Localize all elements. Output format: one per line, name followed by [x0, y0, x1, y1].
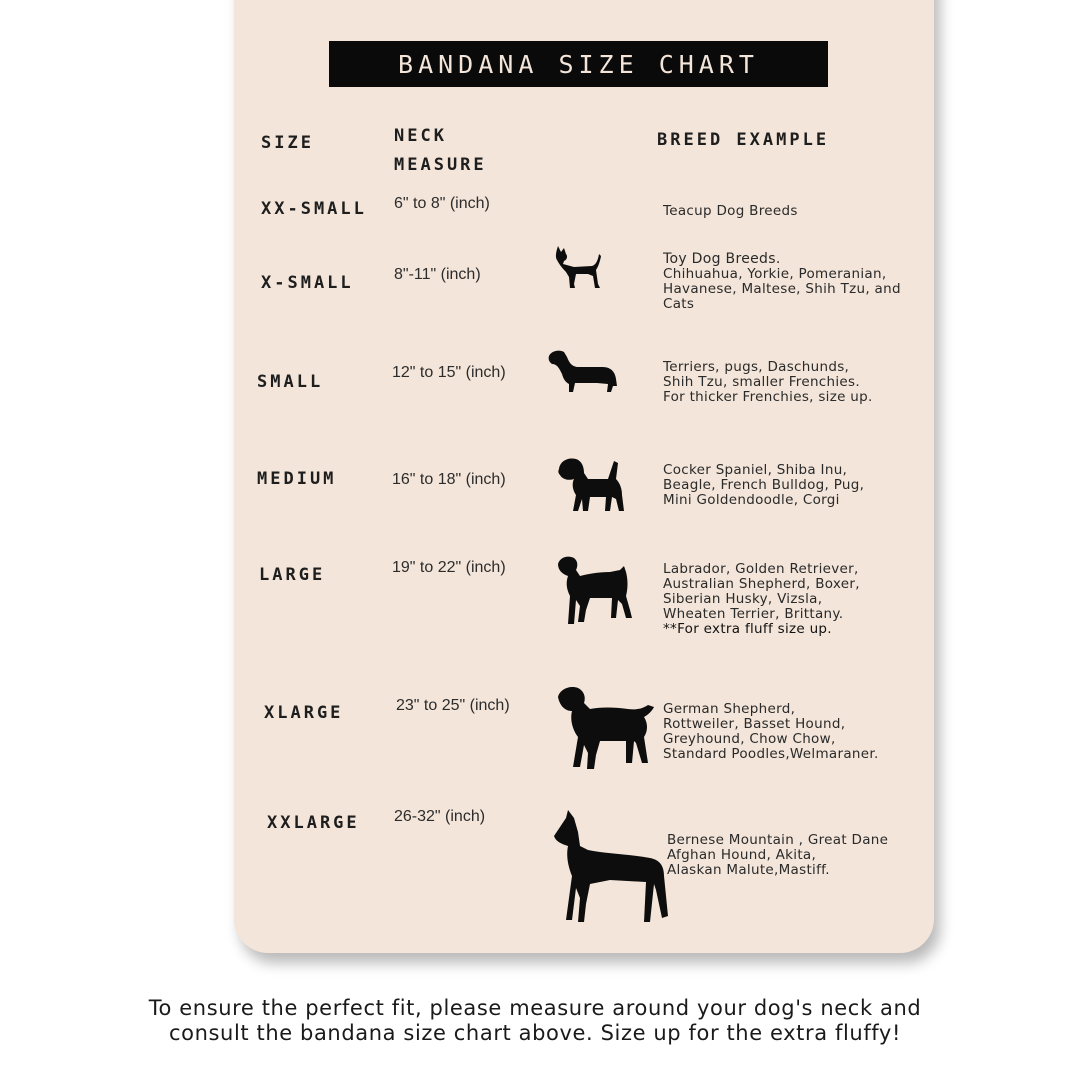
breed-line: Beagle, French Bulldog, Pug,: [663, 477, 865, 493]
breed-line: Toy Dog Breeds.: [663, 251, 781, 267]
breed-line: Rottweiler, Basset Hound,: [663, 716, 846, 732]
breed-line: Afghan Hound, Akita,: [667, 847, 817, 863]
size-label: X-SMALL: [261, 273, 354, 293]
neck-measure: 6" to 8" (inch): [394, 195, 490, 212]
breed-line: Cocker Spaniel, Shiba Inu,: [663, 462, 848, 478]
breed-line: Terriers, pugs, Daschunds,: [663, 359, 850, 375]
breed-example: [663, 360, 873, 405]
header-breed: BREED EXAMPLE: [657, 130, 830, 150]
breed-line: Bernese Mountain , Great Dane: [667, 832, 889, 848]
header-neck-line2: MEASURE: [394, 155, 487, 175]
size-label: XXLARGE: [267, 813, 360, 833]
neck-measure: 16" to 18" (inch): [392, 471, 506, 488]
size-label: LARGE: [259, 565, 326, 585]
breed-line: For thicker Frenchies, size up.: [663, 389, 873, 405]
breed-line: Alaskan Malute,Mastiff.: [667, 862, 830, 878]
breed-line: Havanese, Maltese, Shih Tzu, and: [663, 281, 901, 297]
header-neck-line1: NECK: [394, 126, 447, 146]
breed-example: [663, 702, 879, 762]
breed-example: [663, 204, 798, 219]
breed-line: **For extra fluff size up.: [663, 621, 832, 637]
breed-line: Siberian Husky, Vizsla,: [663, 591, 823, 607]
breed-example: [663, 562, 860, 637]
breed-line: Teacup Dog Breeds: [663, 203, 798, 219]
chart-title: BANDANA SIZE CHART: [329, 41, 828, 87]
caption-line: To ensure the perfect fit, please measure around your dog's neck and: [148, 996, 922, 1020]
fit-instructions: [0, 996, 1070, 1046]
neck-measure: 8"-11" (inch): [394, 266, 481, 283]
header-size: SIZE: [261, 133, 314, 153]
size-label: SMALL: [257, 372, 324, 392]
chihuahua-icon: [554, 244, 604, 290]
beagle-icon: [556, 455, 626, 515]
breed-line: Greyhound, Chow Chow,: [663, 731, 836, 747]
breed-example: [663, 252, 901, 312]
neck-measure: 12" to 15" (inch): [392, 364, 506, 381]
neck-measure: 23" to 25" (inch): [396, 697, 510, 714]
caption-line: consult the bandana size chart above. Size up for the extra fluffy!: [169, 1021, 901, 1045]
neck-measure: 26-32" (inch): [394, 808, 486, 825]
breed-line: German Shepherd,: [663, 701, 796, 717]
breed-line: Wheaten Terrier, Brittany.: [663, 606, 844, 622]
boxer-icon: [554, 554, 634, 626]
breed-line: Chihuahua, Yorkie, Pomeranian,: [663, 266, 887, 282]
labrador-icon: [556, 685, 656, 771]
size-label: MEDIUM: [257, 469, 337, 489]
breed-line: Cats: [663, 296, 695, 312]
breed-example: [663, 463, 864, 508]
great-dane-icon: [550, 810, 670, 925]
breed-line: Shih Tzu, smaller Frenchies.: [663, 374, 860, 390]
breed-line: Labrador, Golden Retriever,: [663, 561, 859, 577]
dachshund-icon: [547, 348, 619, 394]
breed-line: Mini Goldendoodle, Corgi: [663, 492, 840, 508]
size-label: XLARGE: [264, 703, 344, 723]
breed-example: [667, 833, 888, 878]
breed-line: Australian Shepherd, Boxer,: [663, 576, 860, 592]
neck-measure: 19" to 22" (inch): [392, 559, 506, 576]
size-label: XX-SMALL: [261, 199, 367, 219]
breed-line: Standard Poodles,Welmaraner.: [663, 746, 879, 762]
